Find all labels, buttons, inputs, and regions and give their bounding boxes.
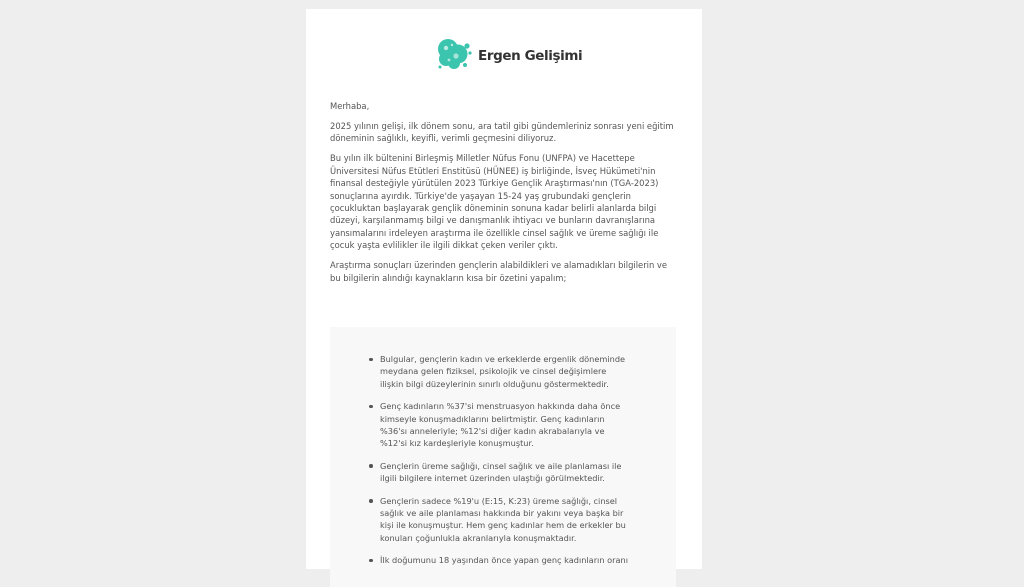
paragraph: 2025 yılının gelişi, ilk dönem sonu, ara tatil gibi gündemleriniz sonrası yeni eğitim döneminin sağlıklı, keyifli, verimli geçmesini diliyoruz. bbox=[330, 121, 674, 144]
email-body bbox=[330, 100, 680, 292]
findings-list bbox=[330, 353, 630, 577]
list-item: Genç kadınların %37'si menstruasyon hakkında daha önce kimseyle konuşmadıklarını belirtmiştir. Genç kadınların %36'sı anneleriyle; %12'si diğer kadın akrabalarıyla ve %12'si kız kardeşleriyle konuşmuştur. bbox=[380, 400, 630, 450]
list-item: Gençlerin sadece %19'u (E:15, K:23) üreme sağlığı, cinsel sağlık ve aile planlaması hakkında bir yakını veya başka bir kişi ile konuşmuştur. Hem genç kadınlar hem de erkekler bu konuları çoğunlukla akranlarıyla konuşmaktadır. bbox=[380, 495, 630, 545]
brand-name: Ergen Gelişimi bbox=[478, 48, 583, 64]
brand-logo[interactable] bbox=[434, 36, 582, 76]
list-item: Gençlerin üreme sağlığı, cinsel sağlık ve aile planlaması ile ilgili bilgilere internet üzerinden ulaştığı görülmektedir. bbox=[380, 460, 630, 485]
paragraph: Bu yılın ilk bültenini Birleşmiş Milletler Nüfus Fonu (UNFPA) ve Hacettepe Üniversitesi Nüfus Etütleri Enstitüsü (HÜNEE) iş birliğinde, İsveç Hükümeti'nin finansal desteğiyle yürütülen 2023 Türkiye Gençlik Araştırması'nın (TGA-2023) sonuçlarına ayırdık. Türkiye'de yaşayan 15-24 yaş grubundaki gençlerin çocukluktan başlayarak gençlik döneminin sonuna kadar belirli alanlarda bilgi düzeyi, karşılanmamış bilgi ve danışmanlık ihtiyacı ve bunların davranışlarına yansımalarını irdeleyen araştırma ile özellikle cinsel sağlık ve üreme sağlığı ile çocuk yaşta evlilikler ile ilgili dikkat çeken veriler çıktı. bbox=[330, 153, 659, 251]
greeting: Merhaba, bbox=[330, 101, 370, 111]
list-item: İlk doğumunu 18 yaşından önce yapan genç kadınların oranı bbox=[380, 554, 630, 566]
list-item: Bulgular, gençlerin kadın ve erkeklerde ergenlik döneminde meydana gelen fiziksel, psikolojik ve cinsel değişimlere ilişkin bilgi düzeylerinin sınırlı olduğunu göstermektedir. bbox=[380, 353, 630, 390]
bubble-logo-icon bbox=[434, 36, 474, 76]
email-card bbox=[306, 9, 702, 569]
findings-box bbox=[330, 327, 676, 587]
paragraph: Araştırma sonuçları üzerinden gençlerin alabildikleri ve alamadıkları bilgilerin ve bu bilgilerin alındığı kaynakların kısa bir özetini yapalım; bbox=[330, 260, 668, 283]
